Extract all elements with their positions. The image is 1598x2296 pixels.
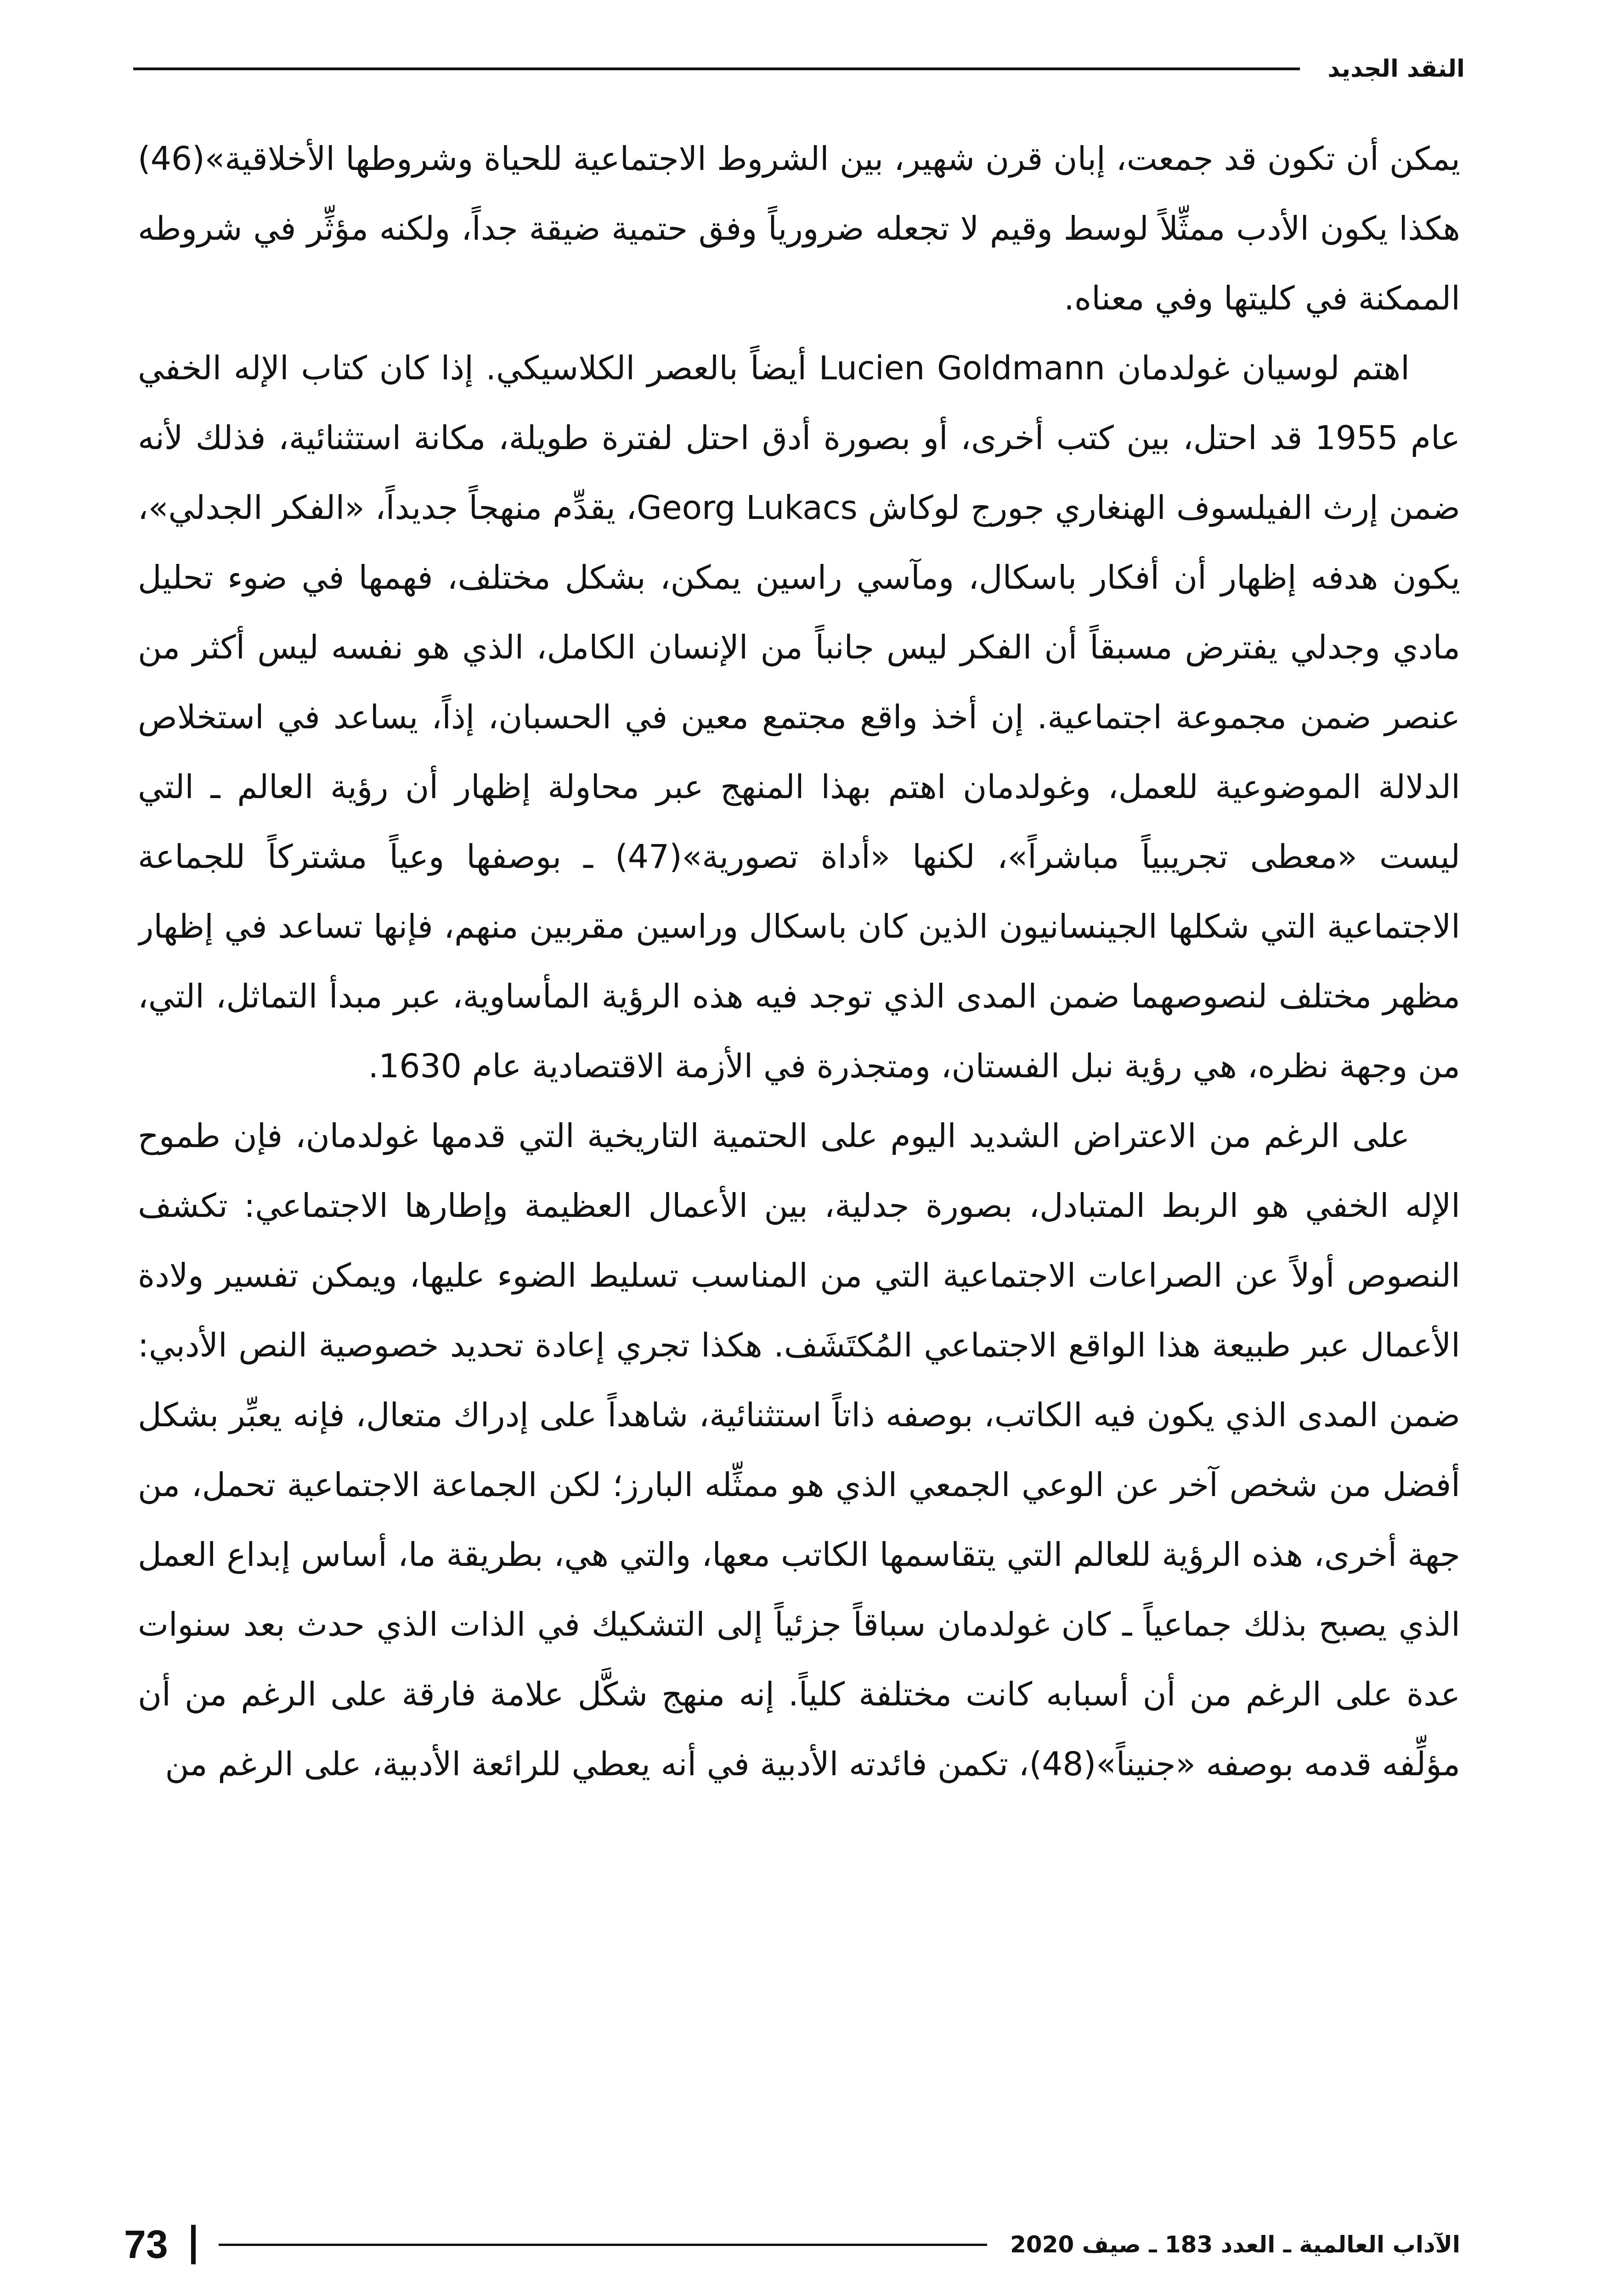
article-body: [138, 124, 1460, 2144]
header-rule: [133, 68, 1300, 70]
page-number: 73: [124, 2222, 168, 2267]
footer-rule: [219, 2244, 987, 2246]
running-header-title: النقد الجديد: [1327, 55, 1465, 83]
footer-separator: [191, 2225, 196, 2264]
paragraph-2: اهتم لوسيان غولدمان Lucien Goldmann أيضاً بالعصر الكلاسيكي. إذا كان كتاب الإله الخفي عام 1955 قد احتل، بين كتب أخرى، أو بصورة أدق احتل لفترة طويلة، مكانة استثنائية، فذلك لأنه ضمن إرث الفيلسوف الهنغاري جورج لوكاش Georg Lukacs، يقدِّم منهجاً جديداً، «الفكر الجدلي»، يكون هدفه إظهار أن أفكار باسكال، ومآسي راسين يمكن، بشكل مختلف، فهمها في ضوء تحليل مادي وجدلي يفترض مسبقاً أن الفكر ليس جانباً من الإنسان الكامل، الذي هو نفسه ليس أكثر من عنصر ضمن مجموعة اجتماعية. إن أخذ واقع مجتمع معين في الحسبان، إذاً، يساعد في استخلاص الدلالة الموضوعية للعمل، وغولدمان اهتم بهذا المنهج عبر محاولة إظهار أن رؤية العالم ـ التي ليست «معطى تجريبياً مباشراً»، لكنها «أداة تصورية»(47) ـ بوصفها وعياً مشتركاً للجماعة الاجتماعية التي شكلها الجينسانيون الذين كان باسكال وراسين مقربين منهم، فإنها تساعد في إظهار مظهر مختلف لنصوصهما ضمن المدى الذي توجد فيه هذه الرؤية المأساوية، عبر مبدأ التماثل، التي، من وجهة نظره، هي رؤية نبل الفستان، ومتجذرة في الأزمة الاقتصادية عام 1630.: [138, 349, 1460, 1085]
journal-issue-info: الآداب العالمية ـ العدد 183 ـ صيف 2020: [1010, 2231, 1460, 2258]
paragraph-3: على الرغم من الاعتراض الشديد اليوم على الحتمية التاريخية التي قدمها غولدمان، فإن طموح الإله الخفي هو الربط المتبادل، بصورة جدلية، بين الأعمال العظيمة وإطارها الاجتماعي: تكشف النصوص أولاً عن الصراعات الاجتماعية التي من المناسب تسليط الضوء عليها، ويمكن تفسير ولادة الأعمال عبر طبيعة هذا الواقع الاجتماعي المُكتَشَف. هكذا تجري إعادة تحديد خصوصية النص الأدبي: ضمن المدى الذي يكون فيه الكاتب، بوصفه ذاتاً استثنائية، شاهداً على إدراك متعال، فإنه يعبِّر بشكل أفضل من شخص آخر عن الوعي الجمعي الذي هو ممثِّله البارز؛ لكن الجماعة الاجتماعية تحمل، من جهة أخرى، هذه الرؤية للعالم التي يتقاسمها الكاتب معها، والتي هي، بطريقة ما، أساس إبداع العمل الذي يصبح بذلك جماعياً ـ كان غولدمان سباقاً جزئياً إلى التشكيك في الذات الذي حدث بعد سنوات عدة على الرغم من أن أسبابه كانت مختلفة كلياً. إنه منهج شكَّل علامة فارقة على الرغم من أن مؤلِّفه قدمه بوصفه «جنيناً»(48)، تكمن فائدته الأدبية في أنه يعطي للرائعة الأدبية، على الرغم من: [138, 1117, 1460, 1783]
paragraph-1: يمكن أن تكون قد جمعت، إبان قرن شهير، بين الشروط الاجتماعية للحياة وشروطها الأخلاقية»(46) هكذا يكون الأدب ممثِّلاً لوسط وقيم لا تجعله ضرورياً وفق حتمية ضيقة جداً، ولكنه مؤثِّر في شروطه الممكنة في كليتها وفي معناه.: [138, 140, 1460, 317]
page-footer: [124, 2217, 1460, 2272]
page-header: [133, 48, 1465, 90]
